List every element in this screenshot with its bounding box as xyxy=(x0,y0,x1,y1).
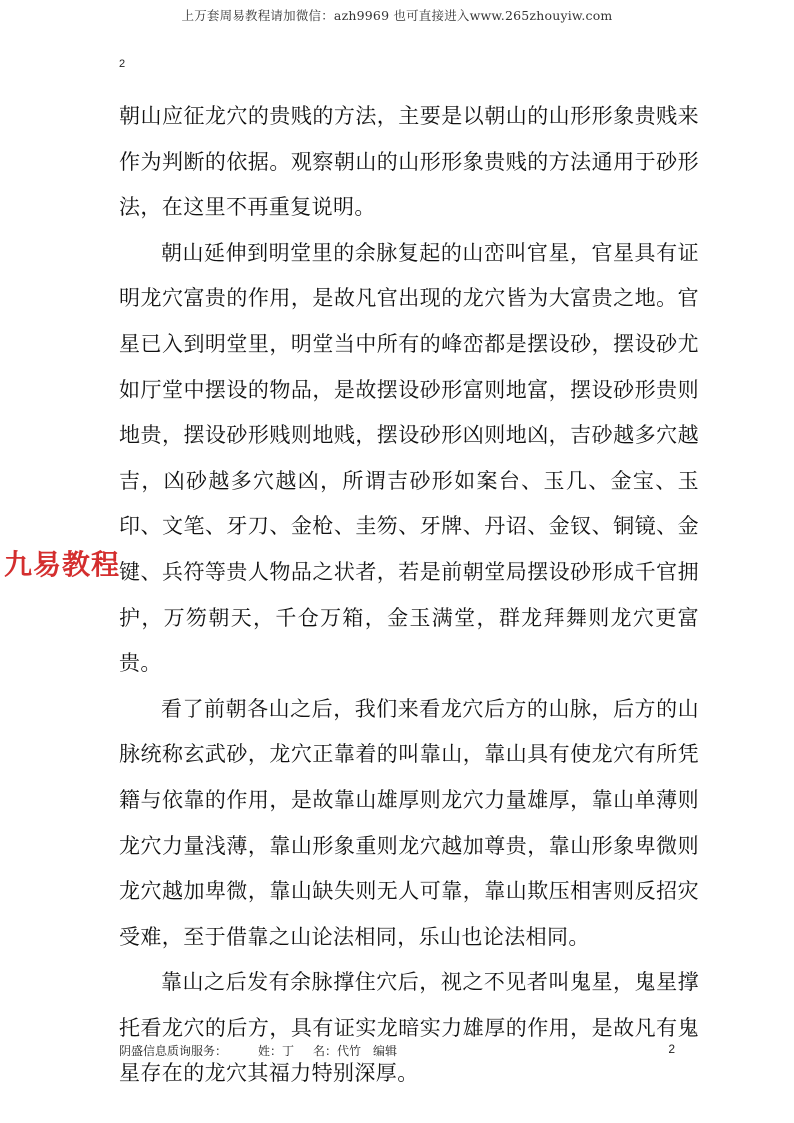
paragraph-4: 靠山之后发有余脉撑住穴后，视之不见者叫鬼星，鬼星撑托看龙穴的后方，具有证实龙暗实力雄厚的作用，是故凡有鬼星存在的龙穴其福力特别深厚。 xyxy=(119,970,699,1086)
paragraph-2: 朝山延伸到明堂里的余脉复起的山峦叫官星，官星具有证明龙穴富贵的作用，是故凡官出现的龙穴皆为大富贵之地。官星已入到明堂里，明堂当中所有的峰峦都是摆设砂，摆设砂尤如厅堂中摆设的物品，是故摆设砂形富则地富，摆设砂形贵则地贵，摆设砂形贱则地贱，摆设砂形凶则地凶，吉砂越多穴越吉，凶砂越多穴越凶，所谓吉砂形如案台、玉几、金宝、玉印、文笔、牙刀、金枪、圭笏、牙牌、丹诏、金钗、铜镜、金键、兵符等贵人物品之状者，若是前朝堂局摆设砂形成千官拥护，万笏朝天，千仓万箱，金玉满堂，群龙拜舞则龙穴更富贵。 xyxy=(119,240,699,676)
body-text xyxy=(119,94,699,1097)
watermark-logo: 九易教程 xyxy=(4,548,121,581)
header-banner: 上万套周易教程请加微信：azh9969 也可直接进入www.265zhouyiw.com xyxy=(181,8,613,23)
page-number-top: 2 xyxy=(119,58,126,70)
paragraph-3: 看了前朝各山之后，我们来看龙穴后方的山脉，后方的山脉统称玄武砂，龙穴正靠着的叫靠山，靠山具有使龙穴有所凭籍与依靠的作用，是故靠山雄厚则龙穴力量雄厚，靠山单薄则龙穴力量浅薄，靠山形象重则龙穴越加尊贵，靠山形象卑微则龙穴越加卑微，靠山缺失则无人可靠，靠山欺压相害则反招灾受难，至于借靠之山论法相同，乐山也论法相同。 xyxy=(119,696,699,949)
footer-service-label: 阴盛信息质询服务： xyxy=(119,1044,228,1058)
footer-page-number: 2 xyxy=(668,1042,675,1056)
paragraph-1: 朝山应征龙穴的贵贱的方法，主要是以朝山的山形形象贵贱来作为判断的依据。观察朝山的山形形象贵贱的方法通用于砂形法，在这里不再重复说明。 xyxy=(119,104,699,220)
footer-editor: 名：代竹 编辑 xyxy=(313,1044,398,1058)
footer-surname: 姓：丁 xyxy=(258,1044,295,1058)
